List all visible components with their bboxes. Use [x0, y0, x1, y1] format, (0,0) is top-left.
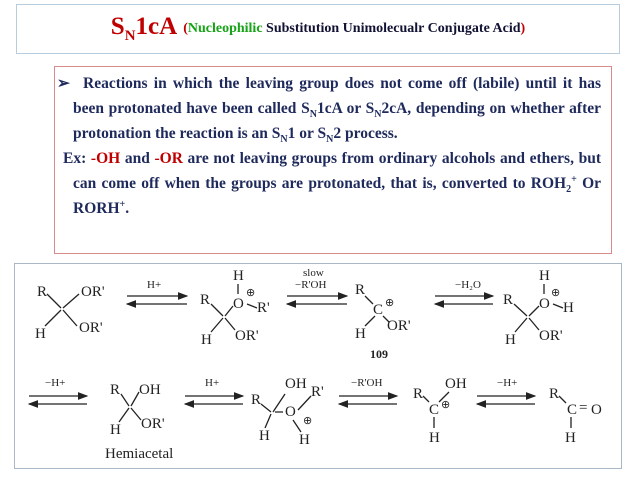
molecule-hemiacetal: [105, 382, 173, 462]
ex-and: and: [120, 150, 155, 167]
m6-r-prime: R': [311, 384, 324, 400]
title-s: S: [110, 13, 125, 40]
m5-h: H: [110, 422, 121, 438]
m6-o: O: [285, 404, 296, 420]
arrow-bullet-icon: ➢: [57, 75, 70, 92]
molecule-protonated-hemiacetal: [503, 268, 574, 348]
ex-or: -OR: [154, 150, 183, 167]
equilibrium-arrow-row2-2: [339, 377, 397, 404]
m8-o: O: [591, 402, 602, 418]
p1-text-4: 1 or S: [287, 125, 327, 142]
p1-text-3: 2cA, depending on whether after protonation the reaction is an S: [73, 100, 601, 142]
ex-sub-2: 2: [566, 184, 572, 196]
m4-plus-icon: ⊕: [551, 287, 561, 299]
m6-plus-icon: ⊕: [303, 415, 313, 427]
m1-or-bottom: OR': [79, 320, 103, 336]
row2-arrow2-label: −R'OH: [351, 377, 383, 389]
p1-sub-1: N: [309, 109, 317, 121]
m5-r: R: [110, 382, 121, 398]
reaction-scheme-svg: [15, 264, 621, 468]
equilibrium-arrow-3: [435, 279, 493, 304]
m3-c: C: [373, 302, 384, 318]
row2-arrow1-label: H+: [205, 377, 220, 389]
m6-h-left: H: [259, 428, 270, 444]
m4-r: R: [503, 292, 514, 308]
paren-close: ): [520, 21, 526, 36]
title-1ca: 1cA: [135, 13, 178, 40]
subtitle-nucleophilic: Nucleophilic: [187, 21, 263, 36]
m2-o: O: [233, 296, 244, 312]
m8-h: H: [565, 430, 576, 446]
m3-plus-icon: ⊕: [385, 297, 395, 309]
paragraph-example: [63, 146, 601, 221]
paren-open: (: [183, 21, 188, 36]
arrow-slow: [287, 267, 347, 304]
m7-c: C: [429, 402, 440, 418]
molecule-protonated-acetal: [200, 268, 270, 348]
m4-h-top: H: [539, 268, 550, 284]
m7-h: H: [429, 430, 440, 446]
ex-sup-plus-1: +: [571, 173, 577, 185]
arrow2-roh-label: −R'OH: [295, 279, 327, 291]
m3-h: H: [355, 326, 366, 342]
reaction-scheme: [14, 263, 622, 469]
m6-oh: OH: [285, 376, 307, 392]
ex-oh: -OH: [90, 150, 121, 167]
arrow2-slow-label: slow: [303, 267, 324, 279]
m1-r: R: [37, 284, 48, 300]
m6-r: R: [251, 392, 262, 408]
molecule-protonated-ether: [251, 376, 324, 448]
m4-h-right: H: [563, 300, 574, 316]
molecule-acetal: [35, 284, 105, 342]
m4-h: H: [505, 332, 516, 348]
p1-sub-4: N: [326, 134, 334, 146]
m3-or: OR': [387, 318, 411, 334]
m7-r: R: [413, 386, 424, 402]
m6-h-right: H: [299, 432, 310, 448]
equilibrium-arrow-row2-3: [477, 377, 535, 404]
m4-o: O: [539, 296, 550, 312]
p1-text-1: Reactions in which the leaving group does not come off (labile) until it has been protonated have been called S: [73, 75, 601, 117]
molecule-aldehyde: [549, 386, 602, 446]
m3-r: R: [355, 282, 366, 298]
row2-arrow0-label: −H+: [45, 377, 66, 389]
m1-or-top: OR': [81, 284, 105, 300]
p1-text-5: 2 process.: [333, 125, 398, 142]
m7-oh: OH: [445, 376, 467, 392]
title-sub-n: N: [124, 28, 136, 44]
m2-plus-icon: ⊕: [246, 287, 256, 299]
row2-arrow3-label: −H+: [497, 377, 518, 389]
equilibrium-arrow-1: [127, 279, 187, 304]
ex-text-3: .: [125, 200, 130, 217]
equilibrium-arrow-row2-1: [185, 377, 243, 404]
p1-sub-3: N: [280, 134, 288, 146]
ex-text-2: Or RORH: [73, 175, 602, 217]
arrow1-label: H+: [147, 279, 162, 291]
m2-or: OR': [235, 328, 259, 344]
title-banner: [16, 4, 620, 54]
m5-or: OR': [141, 416, 165, 432]
molecule-oxocarbenium: [413, 376, 467, 446]
paragraph-definition: [57, 71, 601, 146]
ex-label: Ex:: [63, 150, 91, 167]
m2-r: R: [200, 292, 211, 308]
m8-c: C: [567, 402, 578, 418]
title-main: [111, 13, 177, 45]
m4-or: OR': [539, 328, 563, 344]
p1-sub-2: N: [374, 109, 382, 121]
m3-label-109: 109: [370, 347, 388, 361]
title-subtitle: [183, 21, 525, 37]
subtitle-rest: Substitution Unimolecualr Conjugate Acid: [266, 21, 521, 36]
definition-box: [54, 66, 612, 254]
m8-double-bond: =: [579, 400, 588, 416]
m5-oh: OH: [139, 382, 161, 398]
arrow3-label: −H₂O: [455, 279, 481, 291]
m2-h-top: H: [233, 268, 244, 284]
m8-r: R: [549, 386, 560, 402]
m5-label-hemiacetal: Hemiacetal: [105, 446, 174, 462]
ex-text-1: are not leaving groups from ordinary alcohols and ethers, but can come off when the groups are protonated, that is, converted to ROH: [73, 150, 601, 192]
m2-r-prime: R': [257, 300, 270, 316]
m2-h: H: [201, 332, 212, 348]
p1-text-2: 1cA or S: [316, 100, 375, 117]
m7-plus-icon: ⊕: [441, 399, 451, 411]
m1-h: H: [35, 326, 46, 342]
molecule-carbocation-109: [355, 282, 411, 361]
equilibrium-arrow-row2-0: [29, 377, 87, 404]
ex-sup-plus-2: +: [119, 198, 126, 210]
